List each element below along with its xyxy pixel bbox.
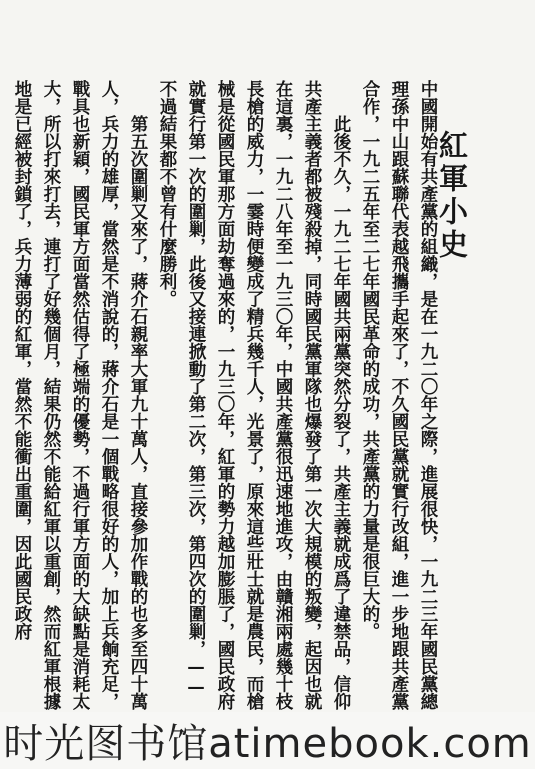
body-text <box>12 80 442 710</box>
watermark: 时光图书馆atimebook.com <box>0 712 535 768</box>
paragraph: 中國開始有共產黨的組織，是在一九二〇年之際，進展很快，一九二三年國民黨總理孫中山跟蘇聯代表越飛攜手起來了，不久國民黨就實行改組，進一步地跟共產黨合作，一九二五年至二七年國民革命的成功，共產黨的力量是很巨大的。 <box>360 80 438 710</box>
chapter-title: 紅軍小史 <box>435 130 469 262</box>
paragraph: 此後不久，一九二七年國共兩黨突然分裂了，共產主義就成爲了違禁品，信仰共產主義者都被殘殺掉，同時國民黨軍隊也爆發了第一次大規模的叛變，起因也就在這裏，一九二八年至一九三〇年，中國共產黨很迅速地進攻，由贛湘兩處幾十枝長槍的威力，一霎時便變成了精兵幾千人，光景了，原來這些壯士就是農民，而槍械是從國民軍那方面劫奪過來的，一九三〇年，紅軍的勢力越加膨脹了，國民政府就實行第一次的圍剿，此後又接連掀動了第二次，第三次，第四次的圍剿，——不過結果都不曾有什麼勝利。 <box>157 80 351 710</box>
paragraph: 第五次圍剿又來了，蔣介石親率大軍九十萬人，直接參加作戰的也多至四十萬人，兵力的雄厚，當然是不消說的，蔣介石是一個戰略很好的人，加上兵餉充足，戰具也新穎，國民軍方面當然估得了極端的優勢，不過行軍方面的大缺點是消耗太大，所以打來打去，連打了好幾個月，結果仍然不能給紅軍以重創，然而紅軍根據地是已經被封鎖了，兵力薄弱的紅軍，當然不能衝出重圍，因此國民政府 <box>12 80 148 710</box>
